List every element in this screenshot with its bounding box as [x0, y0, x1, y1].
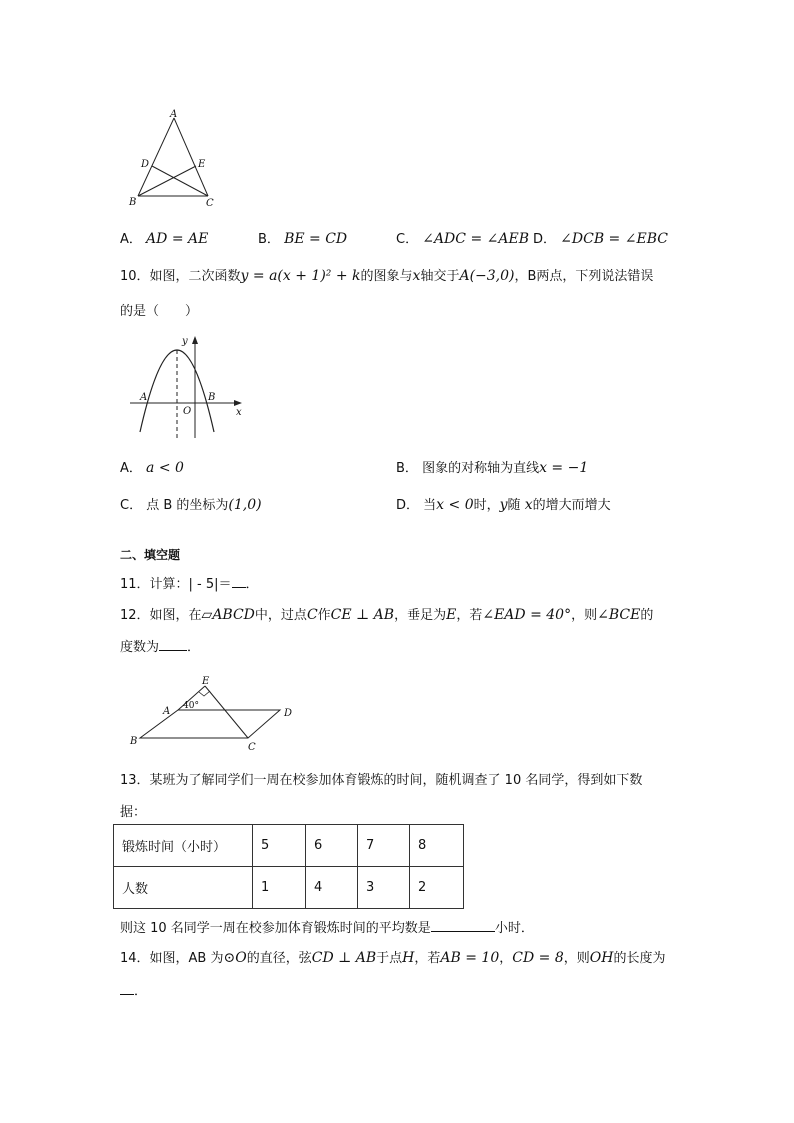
q10-option-d[interactable]: D． 当x < 0时，y随 x的增大而增大 — [396, 497, 611, 513]
para-label-B: B — [130, 736, 138, 747]
q11-answer-blank[interactable] — [232, 587, 246, 588]
q12-answer-blank[interactable] — [159, 650, 187, 651]
q9-option-b-math: BE = CD — [284, 231, 348, 247]
q13-question: 则这 10 名同学一周在校参加体育锻炼时间的平均数是 小时． — [120, 921, 534, 936]
table-cell: 8 — [410, 825, 464, 867]
table-cell: 4 — [306, 867, 358, 909]
q9-option-d[interactable]: D． ∠DCB = ∠EBC — [533, 231, 668, 247]
q9-option-b[interactable]: B． BE = CD — [258, 231, 348, 247]
q13-stem-line2: 据： — [120, 805, 147, 820]
point-b-label: B — [208, 392, 216, 403]
q9-option-c[interactable]: C． ∠ADC = ∠AEB — [396, 231, 529, 247]
para-angle-40: 40° — [183, 701, 199, 711]
table-cell: 6 — [306, 825, 358, 867]
table-row — [114, 825, 464, 867]
q12-stem-line2: 度数为 ． — [120, 640, 201, 655]
triangle-figure — [126, 108, 222, 210]
label-B: B — [129, 197, 137, 208]
q10-option-a[interactable]: A． a < 0 — [120, 460, 184, 476]
label-A: A — [170, 109, 178, 120]
q14-answer-blank[interactable] — [120, 994, 134, 995]
q11-stem: 11．计算：| - 5|＝ ． — [120, 577, 259, 592]
q9-option-d-math: ∠DCB = ∠EBC — [560, 231, 668, 247]
q13-stem-line1: 13．某班为了解同学们一周在校参加体育锻炼的时间，随机调查了 10 名同学，得到如下数 — [120, 773, 643, 788]
table-cell: 锻炼时间（小时） — [114, 825, 253, 867]
q10-option-c[interactable]: C． 点 B 的坐标为(1,0) — [120, 497, 262, 513]
table-cell: 7 — [358, 825, 410, 867]
para-label-D: D — [284, 708, 293, 719]
q10-stem-line1: 10．如图，二次函数y = a(x + 1)² + k的图象与x轴交于A(−3,0)，B两点，下列说法错误 — [120, 268, 654, 284]
origin-label: O — [183, 406, 192, 417]
q14-stem-line1: 14．如图，AB 为⊙O的直径，弦CD ⊥ AB于点H，若AB = 10，CD = 8，则OH的长度为 — [120, 950, 666, 966]
q13-answer-blank[interactable] — [431, 931, 495, 932]
para-label-A: A — [163, 706, 171, 717]
label-E: E — [198, 159, 206, 170]
table-row — [114, 867, 464, 909]
q9-option-c-math: ∠ADC = ∠AEB — [422, 231, 529, 247]
table-cell: 2 — [410, 867, 464, 909]
section-title-fill-in: 二、填空题 — [120, 548, 181, 562]
table-cell: 3 — [358, 867, 410, 909]
table-cell: 人数 — [114, 867, 253, 909]
parallelogram-figure — [128, 672, 298, 752]
q10-stem-line2: 的是（ ） — [120, 304, 199, 319]
para-label-C: C — [248, 742, 256, 752]
table-cell: 5 — [253, 825, 306, 867]
table-cell: 1 — [253, 867, 306, 909]
q9-option-a[interactable]: A． AD = AE — [120, 231, 209, 247]
q9-option-a-math: AD = AE — [146, 231, 209, 247]
para-label-E: E — [202, 676, 210, 687]
parabola-figure — [126, 332, 250, 442]
q14-stem-line2: ． — [120, 980, 147, 999]
q12-stem-line1: 12．如图，在▱ABCD中，过点C作CE ⊥ AB，垂足为E，若∠EAD = 40°，则∠BCE的 — [120, 607, 654, 623]
axis-y-label: y — [182, 336, 188, 347]
label-D: D — [141, 159, 150, 170]
label-C: C — [206, 198, 214, 209]
exercise-time-table — [113, 824, 464, 909]
axis-x-label: x — [236, 407, 242, 418]
point-a-label: A — [140, 392, 148, 403]
q10-option-b[interactable]: B． 图象的对称轴为直线x = −1 — [396, 460, 589, 476]
